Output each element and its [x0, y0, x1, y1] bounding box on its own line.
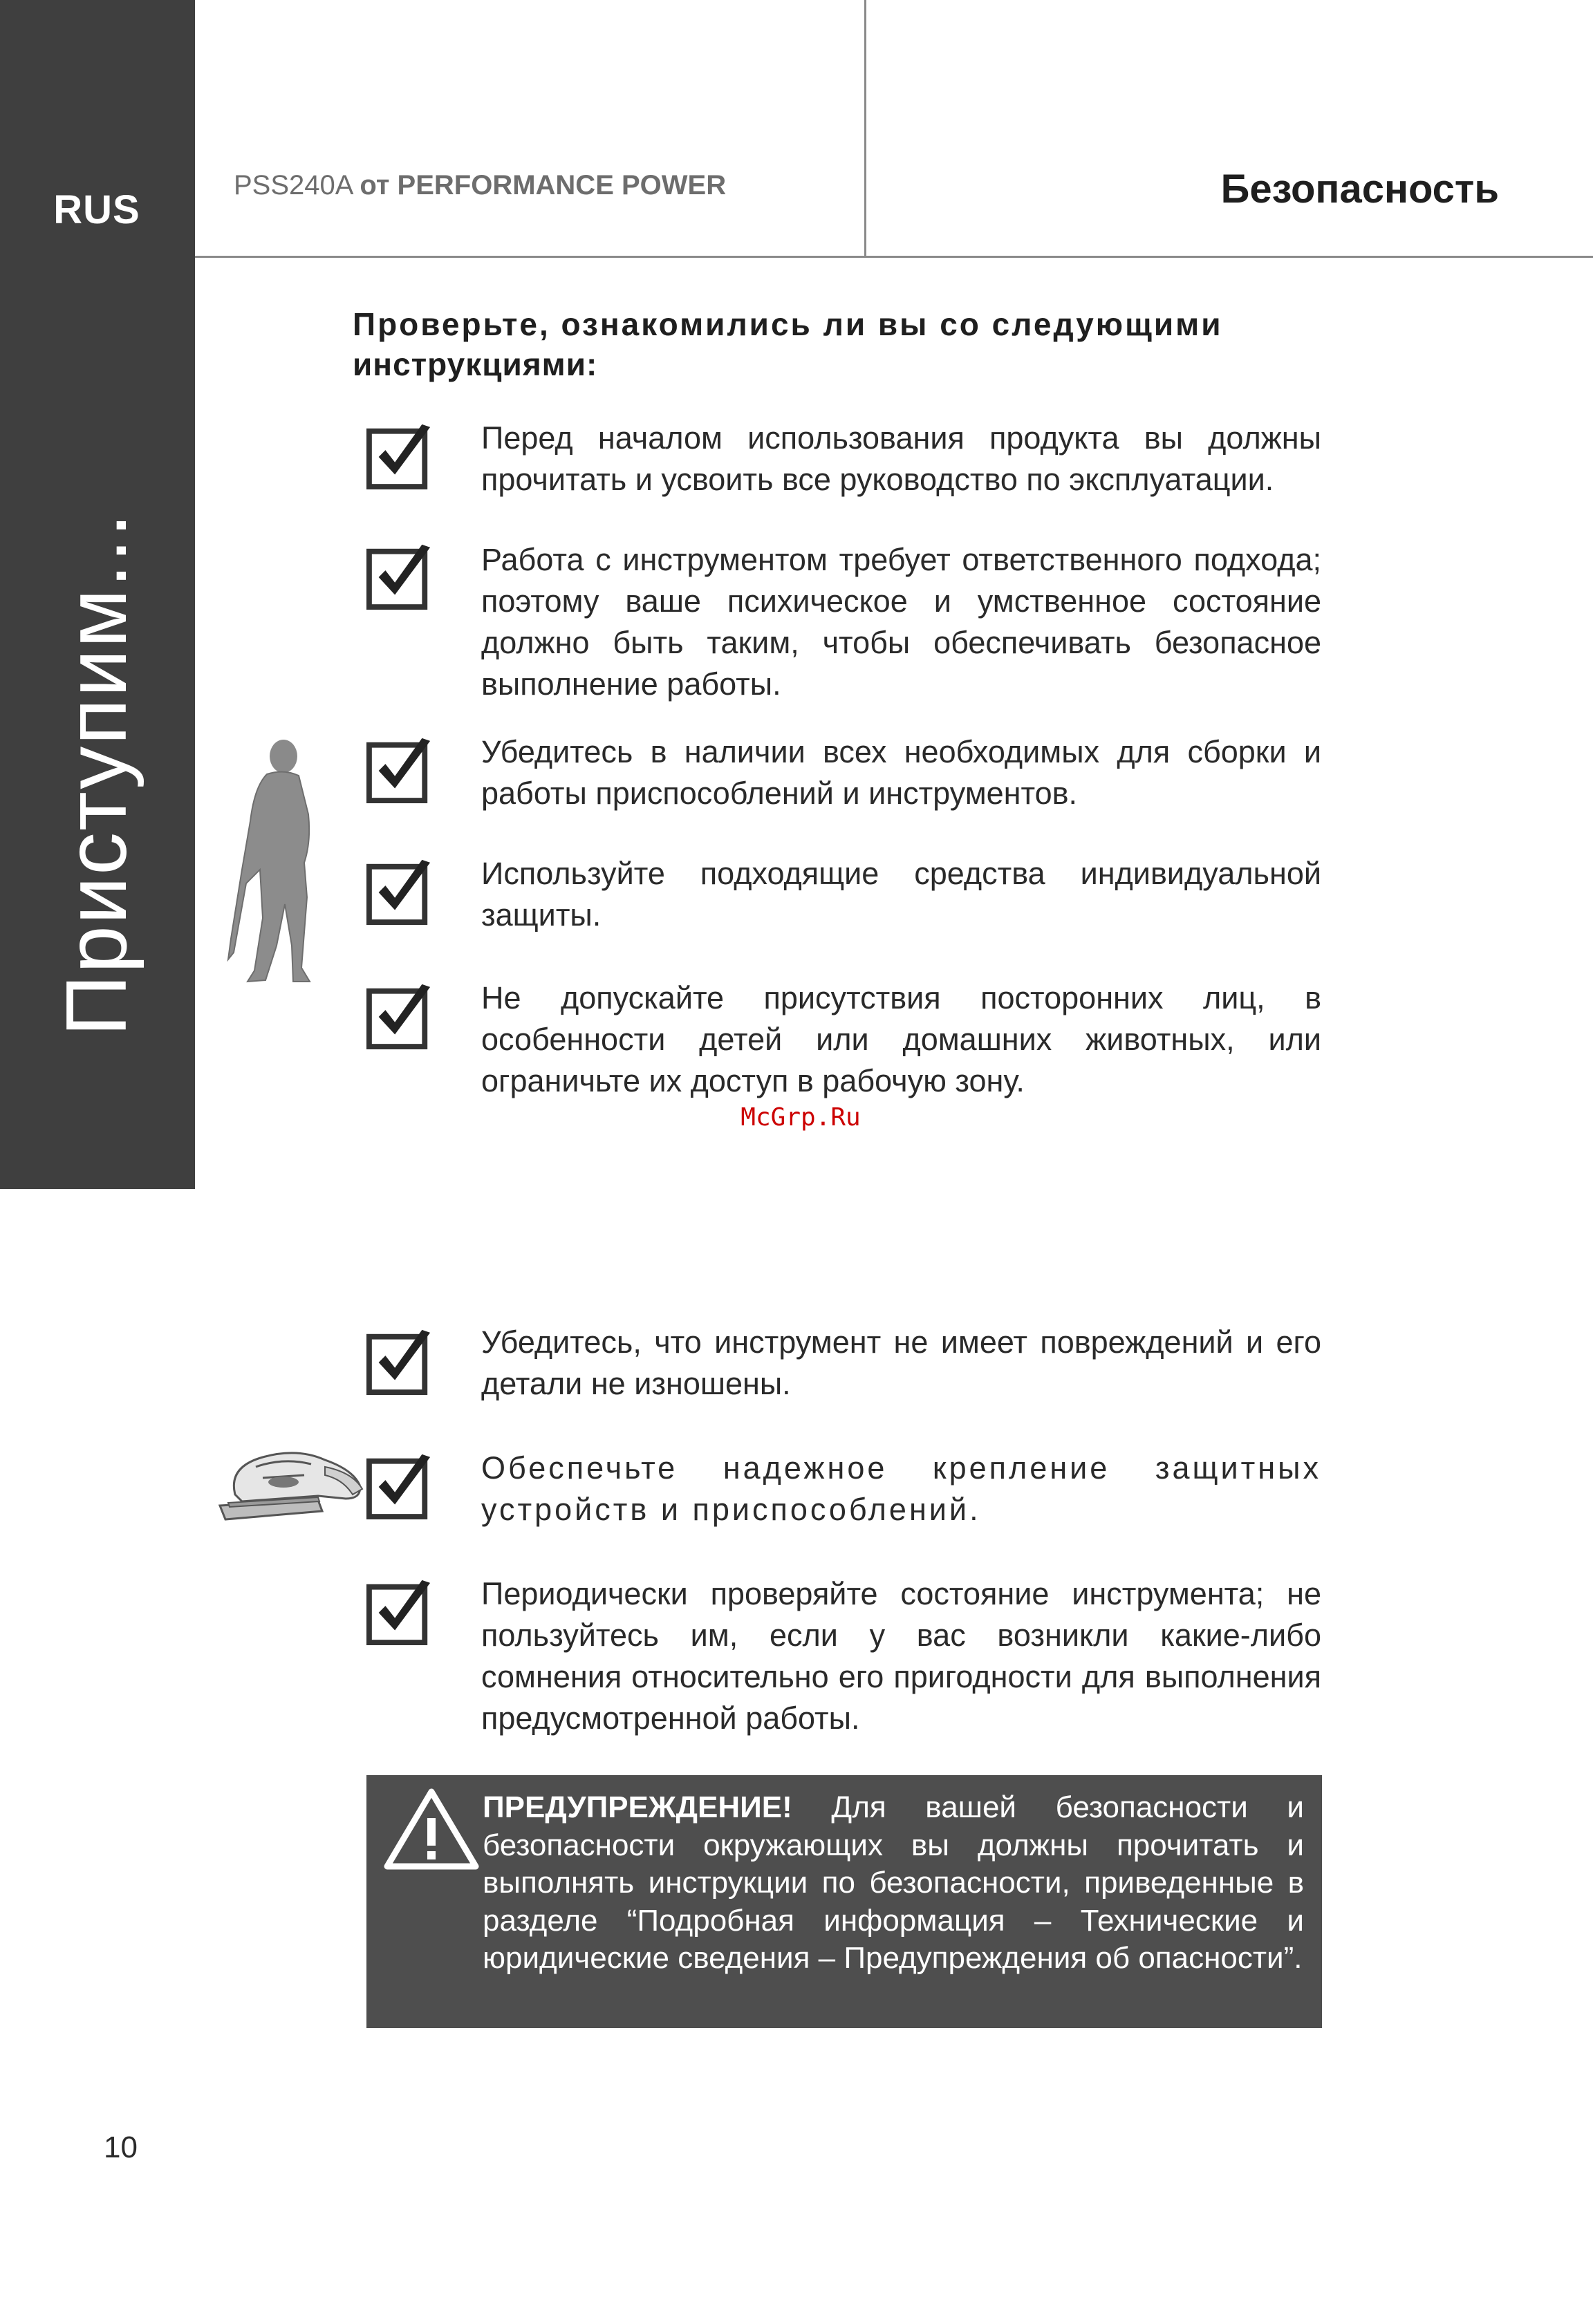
- checkbox-check-icon: [366, 1327, 434, 1395]
- section-title: Безопасность: [1220, 167, 1499, 212]
- page-number: 10: [104, 2130, 138, 2164]
- checklist-item: Работа с инструментом требует ответственного подхода; поэтому ваше психическое и умственное состояние должно быть таким, чтобы обеспечивать безопасное выполнение работы.: [481, 542, 1321, 702]
- checklist-item: Убедитесь, что инструмент не имеет повреждений и его детали не изношены.: [481, 1324, 1321, 1401]
- brand-connector: от: [360, 170, 390, 200]
- warning-text: [483, 1789, 1304, 1978]
- warning-label: ПРЕДУПРЕЖДЕНИЕ!: [483, 1790, 792, 1824]
- checkbox-check-icon: [366, 735, 434, 803]
- checklist-item: Обеспечьте надежное крепление защитных устройств и приспособлений.: [481, 1450, 1321, 1527]
- checklist-item: Используйте подходящие средства индивидуальной защиты.: [481, 856, 1321, 933]
- warning-body: Для вашей безопасности и безопасности окружающих вы должны прочитать и выполнять инструкции по безопасности, приведенные в разделе “Подробная информация – Технические и юридические сведения – Предупреждения об опасности”.: [483, 1790, 1304, 1975]
- header-divider-vertical: [864, 0, 866, 257]
- checkbox-check-icon: [366, 1577, 434, 1645]
- warning-triangle-icon: [383, 1788, 480, 1871]
- checklist-item: Периодически проверяйте состояние инструмента; не пользуйтесь им, если у вас возникли какие-либо сомнения относительно его пригодности для выполнения предусмотренной работы.: [481, 1576, 1321, 1736]
- sidebar-title: Приступим...: [49, 512, 145, 1037]
- checkbox-check-icon: [366, 422, 434, 489]
- checkbox-check-icon: [366, 1452, 434, 1519]
- intro-heading-line1: Проверьте, ознакомились ли вы со следующими: [353, 306, 1223, 342]
- product-code: PSS240A: [234, 170, 353, 200]
- brand-name: PERFORMANCE POWER: [397, 170, 727, 200]
- warning-box: [366, 1775, 1322, 2028]
- header-divider-horizontal: [195, 256, 1593, 258]
- checklist-item: Убедитесь в наличии всех необходимых для сборки и работы приспособлений и инструментов.: [481, 734, 1321, 811]
- checkbox-check-icon: [366, 857, 434, 925]
- product-subtitle: [234, 170, 726, 201]
- checklist-item: Не допускайте присутствия посторонних лиц, в особенности детей или домашних животных, или ограничьте их доступ в рабочую зону.: [481, 980, 1321, 1098]
- person-silhouette-icon: [227, 738, 318, 984]
- checkbox-check-icon: [366, 982, 434, 1049]
- checkbox-check-icon: [366, 542, 434, 610]
- checklist-item: Перед началом использования продукта вы должны прочитать и усвоить все руководство по эксплуатации.: [481, 420, 1321, 497]
- language-label: RUS: [53, 187, 140, 232]
- intro-heading: [353, 304, 1334, 384]
- sidebar: [0, 0, 195, 1189]
- orbital-sander-icon: [214, 1439, 368, 1529]
- intro-heading-line2: инструкциями:: [353, 346, 598, 382]
- watermark: McGrp.Ru: [740, 1103, 861, 1132]
